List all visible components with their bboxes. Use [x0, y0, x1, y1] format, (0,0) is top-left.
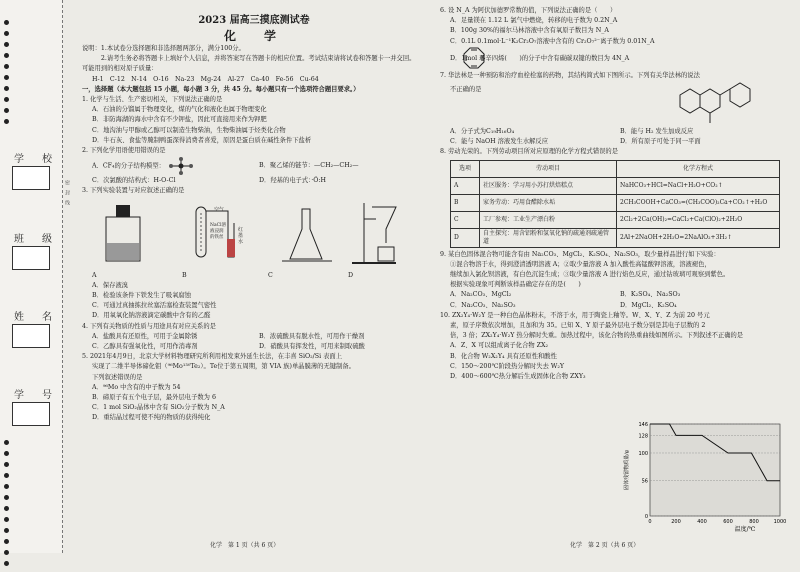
- q3-apparatus-figure: [96, 199, 426, 271]
- figure-letter: A: [92, 271, 97, 279]
- option: C．150～200℃阶段热分解时失去 W₂Y: [450, 362, 565, 370]
- instruction-line: 说明：1.本试卷分选择题和非选择题两部分，满分100分。: [82, 45, 245, 52]
- option: D．MgCl₂、K₂SO₄: [620, 301, 677, 309]
- instruction-line: 2.请考生务必将答题卡上填好个人信息，并将答案写在答题卡的相应位置。考试结束请将试卷和答题卡一并交回。: [82, 55, 416, 63]
- question-9: 9. 某白色固体混合物可能含有由 Na₂CO₃、MgCl₂、K₂SO₄、Na₂SO₃，取少量样品进行如下实验：: [440, 250, 720, 258]
- figure-label-ink: 红墨水: [238, 226, 244, 245]
- table-cell: 家务劳动：巧用食醋除水垢: [480, 194, 617, 211]
- name-label: 姓 名: [14, 312, 56, 323]
- table-row: [451, 177, 780, 194]
- table-cell: 2Al+2NaOH+2H₂O=2NaAlO₂+3H₂↑: [617, 228, 780, 247]
- option: B．100g 30%的福尔马林溶液中含有氧原子数目为 N_A: [450, 27, 609, 35]
- question-text: 素，原子序数依次增加，且加和为 35。已知 X、Y 原子最外层电子数分别是其电子层数的 2: [450, 322, 706, 330]
- seal-line-mark: 密 封 线: [64, 180, 70, 205]
- question-text: 下列叙述错误的是: [92, 373, 143, 381]
- y-tick-label: 128: [638, 433, 648, 440]
- warfarin-structure-icon: [670, 81, 760, 127]
- x-tick-label: 400: [697, 519, 707, 525]
- option: C．0.1L 0.1mol·L⁻¹K₂Cr₂O₇溶液中含有的 Cr₂O₇²⁻离子数为 0.01N_A: [450, 37, 655, 45]
- table-cell: D: [451, 228, 480, 247]
- y-tick-label: 56: [641, 478, 648, 485]
- option: B．非防海湖的海水中含有不少钾盐，因此可直接用来作为钾肥: [92, 116, 267, 124]
- option: A．Z、X 可以组成离子化合物 ZX₂: [450, 342, 549, 350]
- exam-title: 2023 届高三摸底测试卷: [198, 15, 310, 26]
- table-header: 选项: [451, 160, 480, 177]
- question-3: 3. 下列实验装置与对应叙述正确的是: [82, 187, 185, 195]
- figure-letter: B: [182, 271, 187, 279]
- name-field[interactable]: [12, 324, 50, 348]
- option: C．1 mol SiO₂晶体中含有 SiO₂分子数为 N_A: [92, 404, 225, 412]
- option: A．足量镁在 1.12 L 氯气中燃烧，转移的电子数为 0.2N_A: [450, 17, 618, 25]
- question-text: 根据实验现象可判断该样品确定存在的是( ): [450, 281, 581, 289]
- table-header: 化学方程式: [617, 160, 780, 177]
- question-4: 4. 下列有关物质的性质与用途具有对应关系的是: [82, 322, 216, 330]
- option: A．盐酸具有还原性，可用于金属除锈: [92, 332, 198, 340]
- option: C．地沟油与甲醇或乙醇可以制造生物柴油，生物柴油属于烃类化合物: [92, 126, 286, 134]
- option: C．能与 NaOH 溶液发生水解反应: [450, 138, 549, 146]
- class-field[interactable]: [12, 246, 50, 270]
- table-cell: A: [451, 177, 480, 194]
- table-cell: B: [451, 194, 480, 211]
- option: B．碲原子有五个电子层，最外层电子数为 6: [92, 394, 216, 402]
- table-cell: C: [451, 211, 480, 228]
- student-id-label: 学 号: [14, 390, 56, 401]
- school-field[interactable]: [12, 166, 50, 190]
- table-row: [451, 211, 780, 228]
- option: B．浓硫酸具有脱水性，可用作干燥剂: [259, 332, 365, 340]
- option: D．牛石灰、食盐等腌制鸭蛋深得消费者喜爱，原因是蛋白质在碱性条件下盐析: [92, 136, 312, 144]
- table-cell: 工厂参观：工业生产漂白粉: [480, 211, 617, 228]
- option: B．能与 H₂ 发生加成反应: [620, 128, 694, 136]
- student-id-field[interactable]: [12, 402, 50, 426]
- question-1: 1. 化学与生活、生产密切相关，下列说法正确的是: [82, 96, 223, 104]
- question-text: 实现了二维半导体碲化钼（⁹⁶Mo¹³⁰Te₂）。Te位于第五周期，第 VIA 族)单晶膜薄的无键制备。: [92, 363, 355, 371]
- option: B．检验该条件下铁发生了吸氧腐蚀: [92, 292, 192, 300]
- option: A．Na₂CO₃、MgCl₂: [450, 291, 512, 299]
- option: D．重结晶过程可使不纯的物质的获得纯化: [92, 414, 211, 422]
- table-row: [451, 228, 780, 247]
- y-tick-label: 146: [638, 422, 648, 428]
- page-2-footer: 化学 第 2 页（共 6 页）: [570, 542, 640, 549]
- thermogravimetric-chart: [620, 416, 790, 536]
- school-label: 学 校: [14, 154, 56, 165]
- option: C．Na₂CO₃、Na₂SO₃: [450, 301, 516, 309]
- option: B．聚乙烯的链节：—CH₂—CH₂—: [259, 162, 359, 170]
- punch-holes-top: [4, 20, 10, 130]
- question-10: 10. ZX₂Y₄·W₂Y 是一种白色晶体粉末，不溶于水，用于陶瓷上釉等。W、X、Y、Z 为前 20 号元: [440, 311, 710, 319]
- table-cell: NaHCO₃+HCl=NaCl+H₂O+CO₂↑: [617, 177, 780, 194]
- option: D．用氧氧化钠溶液滴定碳酸中含有的乙醛: [92, 312, 211, 320]
- question-7: 7. 华法林是一种预防和治疗血栓栓塞的药物，其结构简式如下图所示。下列有关华法林的说法: [440, 71, 700, 79]
- figure-label-nacl: NaCl溶液浸润的铁丝: [210, 222, 227, 240]
- punch-holes-bottom: [4, 440, 10, 572]
- option: A．⁹⁶Mo 中含有的中子数为 54: [92, 383, 181, 391]
- lab-apparatus-icon: [96, 199, 426, 271]
- atomic-mass-list: H-1 C-12 N-14 O-16 Na-23 Mg-24 Al-27 Ca-40 Fe-56 Cu-64: [92, 75, 319, 83]
- page-1: [82, 6, 426, 424]
- option: C．次氯酸的结构式：H-O-Cl: [92, 177, 176, 185]
- x-tick-label: 800: [749, 519, 759, 525]
- page-2: [440, 6, 790, 382]
- class-label: 班 级: [14, 234, 56, 245]
- instruction-line: 可能用到的相对原子质量：: [82, 65, 158, 73]
- question-text: 继续加入氯化钡溶液，有白色沉淀生成；③取少量溶液 A 进行焰色反应，通过钴玻璃可观察到紫色。: [450, 271, 730, 279]
- question-8: 8. 劳动光荣的。下列劳动项目所对应原理的化学方程式错误的是: [440, 148, 619, 156]
- option: D．1mol 环辛四烯( )的分子中含有碳碳双键的数目为 4N_A: [450, 54, 630, 62]
- x-tick-label: 200: [671, 519, 681, 525]
- x-tick-label: 1000: [773, 519, 787, 525]
- thermogravimetric-svg: [620, 416, 790, 536]
- question-text: ①混合物溶于水，得到澄清透明溶液 A；②取少量溶液 A 加入酸性高锰酸钾溶液，溶液褪色，: [450, 260, 711, 268]
- option: A．石油的分馏属于物理变化，煤的气化和液化也属于物理变化: [92, 106, 267, 114]
- question-5: 5. 2021年4月9日，北京大学材料物理研究所利用相发束外延生长法，在丰喜 SiO₂/Si 表面上: [82, 353, 343, 361]
- figure-label-air: 空气: [214, 206, 225, 213]
- binding-strip: [0, 0, 63, 553]
- table-cell: 2CH₃COOH+CaCO₃=(CH₃COO)₂Ca+CO₂↑+H₂O: [617, 194, 780, 211]
- cyclooctatetraene-icon: [463, 47, 485, 69]
- option: B．化合物 W₂X₂Y₄ 具有还原性和酸性: [450, 352, 557, 360]
- exam-subject: 化 学: [223, 29, 284, 43]
- x-tick-label: 600: [723, 519, 733, 525]
- table-row: [451, 194, 780, 211]
- option: A．保存液溴: [92, 281, 129, 289]
- figure-letter: D: [348, 271, 354, 279]
- y-tick-label: 0: [644, 514, 648, 520]
- option: A．CF₄的分子结构模型：: [92, 162, 165, 170]
- question-text: 不正确的是: [450, 86, 482, 94]
- option: C．乙醇具有强氧化性，可用作消毒剂: [92, 343, 198, 351]
- option: D．所有原子可处于同一平面: [620, 138, 701, 146]
- option: D．硝酸具有挥发性，可用来制取硫酸: [259, 343, 365, 351]
- question-text: 倍，3 倍；ZX₂Y₄·W₂Y 热分解时失重。加热过程中，该化合物的热重曲线如图所示。下列叙述不正确的是: [450, 332, 744, 340]
- option: D．400～600℃热分解后生成固体化合物 ZXY₃: [450, 373, 586, 381]
- labor-equation-table: [450, 160, 780, 248]
- table-header: 劳动项目: [480, 160, 617, 177]
- cf4-molecule-model-icon: [167, 157, 195, 175]
- x-axis-label: 温度/℃: [734, 526, 756, 533]
- x-tick-label: 0: [648, 519, 652, 525]
- option: D．羟基的电子式：·Ö:H: [259, 177, 327, 185]
- y-tick-label: 100: [638, 450, 648, 457]
- question-2: 2. 下列化学用语使用错误的是: [82, 147, 166, 155]
- y-axis-label: 固体残留物质量/g: [624, 450, 630, 490]
- section-heading: 一，选择题（本大题包括 15 小题，每小题 3 分，共 45 分。每小题只有一个选项符合题目要求。）: [82, 85, 360, 93]
- table-cell: 社区服务：学习用小苏打烘焙糕点: [480, 177, 617, 194]
- option: A．分子式为C₁₉H₁₆O₄: [450, 128, 515, 136]
- option: B．K₂SO₄、Na₂SO₃: [620, 291, 681, 299]
- table-cell: 自主探究：用含铝粉和氢氧化钠的疏通剂疏通管道: [480, 228, 617, 247]
- option: C．可通过真抽拣拉丝塞活塞检查装置气密性: [92, 302, 217, 310]
- question-6: 6. 设 N_A 为阿伏加德罗常数的值，下列说法正确的是（ ）: [440, 7, 617, 14]
- figure-letter: C: [268, 271, 273, 279]
- page-1-footer: 化学 第 1 页（共 6 页）: [210, 542, 280, 549]
- table-cell: 2Cl₂+2Ca(OH)₂=CaCl₂+Ca(ClO)₂+2H₂O: [617, 211, 780, 228]
